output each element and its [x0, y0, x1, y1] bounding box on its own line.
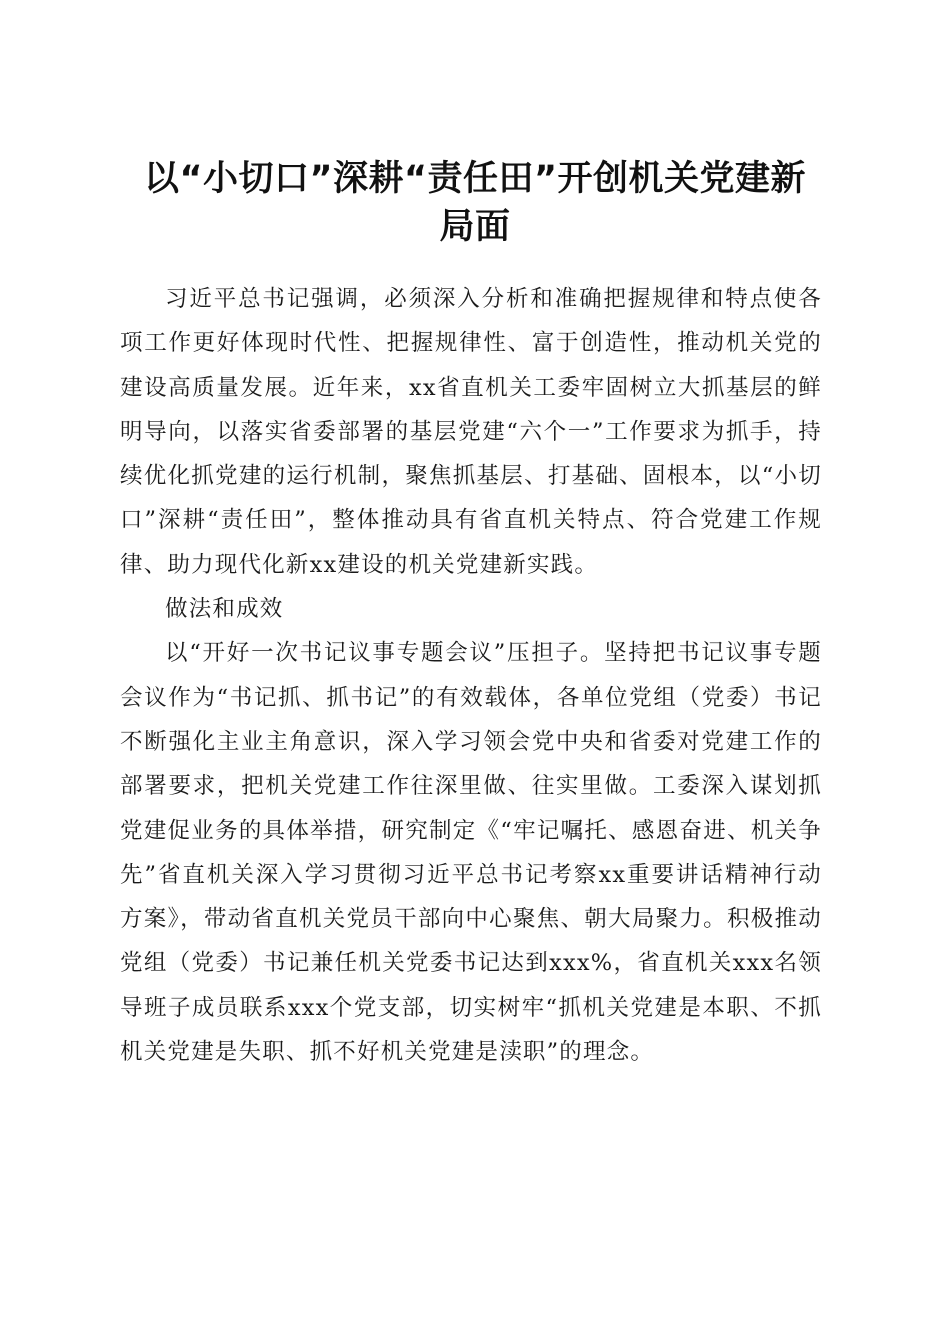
document-body — [120, 277, 822, 1074]
title-line-1: 以“小切口”深耕“责任田”开创机关党建新 — [143, 159, 806, 200]
intro-paragraph: 习近平总书记强调，必须深入分析和准确把握规律和特点使各项工作更好体现时代性、把握规律性、富于创造性，推动机关党的建设高质量发展。近年来，xx省直机关工委牢固树立大抓基层的鲜明导向，以落实省委部署的基层党建“六个一”工作要求为抓手，持续优化抓党建的运行机制，聚焦抓基层、打基础、固根本，以“小切口”深耕“责任田”，整体推动具有省直机关特点、符合党建工作规律、助力现代化新xx建设的机关党建新实践。 — [120, 286, 822, 578]
body-paragraph: 以“开好一次书记议事专题会议”压担子。坚持把书记议事专题会议作为“书记抓、抓书记”的有效载体，各单位党组（党委）书记不断强化主业主角意识，深入学习领会党中央和省委对党建工作的部署要求，把机关党建工作往深里做、往实里做。工委深入谋划抓党建促业务的具体举措，研究制定《“牢记嘱托、感恩奋进、机关争先”省直机关深入学习贯彻习近平总书记考察xx重要讲话精神行动方案》，带动省直机关党员干部向中心聚焦、朝大局聚力。积极推动党组（党委）书记兼任机关党委书记达到xxx%，省直机关xxx名领导班子成员联系xxx个党支部，切实树牢“抓机关党建是本职、不抓机关党建是失职、抓不好机关党建是渎职”的理念。 — [120, 640, 822, 1066]
title-line-2: 局面 — [439, 207, 511, 248]
document-title — [100, 155, 850, 251]
section-heading: 做法和成效 — [165, 596, 284, 623]
